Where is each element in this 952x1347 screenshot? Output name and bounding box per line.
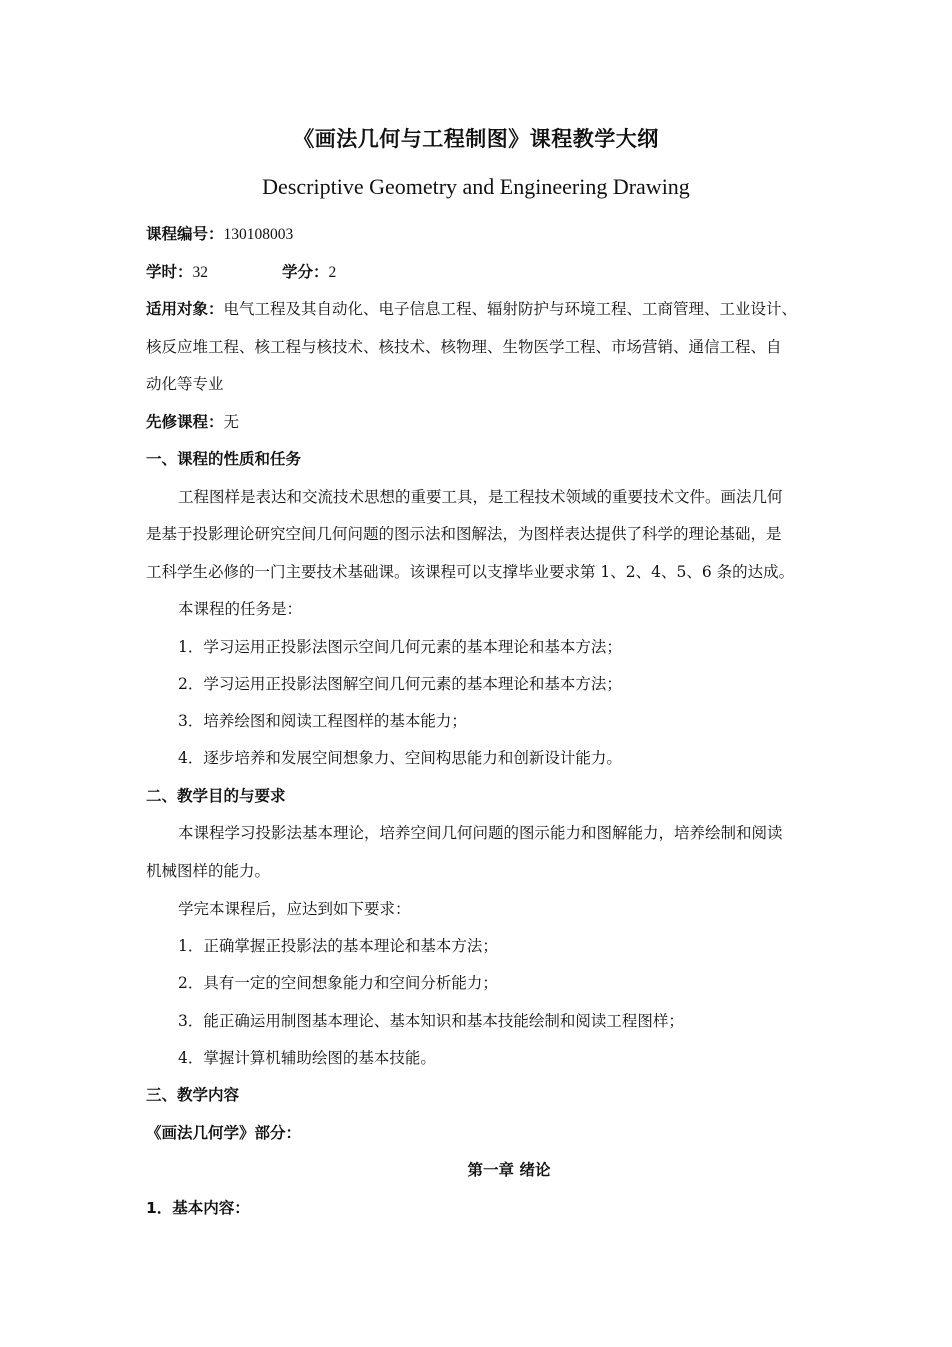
audience-row — [146, 297, 846, 319]
hours-value: 32 — [192, 264, 209, 281]
section2-heading: 二、教学目的与要求 — [146, 787, 286, 805]
prereq-label: 先修课程： — [146, 413, 224, 431]
requirements-intro: 学完本课程后，应达到如下要求： — [178, 900, 411, 918]
section1-paragraph-line-1: 工程图样是表达和交流技术思想的重要工具，是工程技术领域的重要技术文件。画法几何 — [178, 488, 783, 506]
requirement-item: 4．掌握计算机辅助绘图的基本技能。 — [178, 1049, 436, 1067]
section1-paragraph-line-3: 工科学生必修的一门主要技术基础课。该课程可以支撑毕业要求第 1、2、4、5、6 条的达成。 — [146, 563, 795, 581]
section1-heading: 一、课程的性质和任务 — [146, 450, 302, 468]
task-item: 1．学习运用正投影法图示空间几何元素的基本理论和基本方法； — [178, 638, 622, 656]
audience-text-2: 核反应堆工程、核工程与核技术、核技术、核物理、生物医学工程、市场营销、通信工程、自 — [146, 338, 782, 356]
course-code-label: 课程编号： — [146, 225, 224, 243]
audience-text-1: 电气工程及其自动化、电子信息工程、辐射防护与环境工程、工商管理、工业设计、 — [223, 300, 798, 318]
credits-value: 2 — [328, 264, 337, 281]
prereq-row — [146, 410, 846, 432]
document-subtitle: Descriptive Geometry and Engineering Drawing — [262, 174, 690, 199]
requirement-item: 1．正确掌握正投影法的基本理论和基本方法； — [178, 937, 498, 955]
requirement-item: 3．能正确运用制图基本理论、基本知识和基本技能绘制和阅读工程图样； — [178, 1012, 684, 1030]
audience-text-3: 动化等专业 — [146, 375, 224, 393]
audience-label: 适用对象： — [146, 300, 224, 318]
chapter-heading: 第一章 绪论 — [467, 1161, 551, 1179]
tasks-intro: 本课程的任务是： — [178, 600, 303, 618]
section3-heading: 三、教学内容 — [146, 1086, 240, 1104]
task-item: 4．逐步培养和发展空间想象力、空间构思能力和创新设计能力。 — [178, 749, 622, 767]
task-item: 2．学习运用正投影法图解空间几何元素的基本理论和基本方法； — [178, 675, 622, 693]
prereq-value: 无 — [223, 413, 240, 431]
requirement-item: 2．具有一定的空间想象能力和空间分析能力； — [178, 974, 498, 992]
credits-label: 学分： — [282, 263, 329, 281]
section2-paragraph-line-1: 本课程学习投影法基本理论，培养空间几何问题的图示能力和图解能力，培养绘制和阅读 — [178, 824, 783, 842]
content-item-heading: 1．基本内容： — [146, 1199, 250, 1217]
task-item: 3．培养绘图和阅读工程图样的基本能力； — [178, 712, 467, 730]
section2-paragraph-line-2: 机械图样的能力。 — [146, 862, 271, 880]
section1-paragraph-line-2: 是基于投影理论研究空间几何问题的图示法和图解法，为图样表达提供了科学的理论基础，是 — [146, 525, 782, 543]
part-heading: 《画法几何学》部分： — [146, 1124, 302, 1142]
hours-credits-row — [146, 260, 846, 282]
document-title: 《画法几何与工程制图》课程教学大纲 — [293, 127, 659, 151]
course-code-row — [146, 222, 846, 244]
course-code-value: 130108003 — [223, 226, 294, 243]
hours-label: 学时： — [146, 263, 193, 281]
